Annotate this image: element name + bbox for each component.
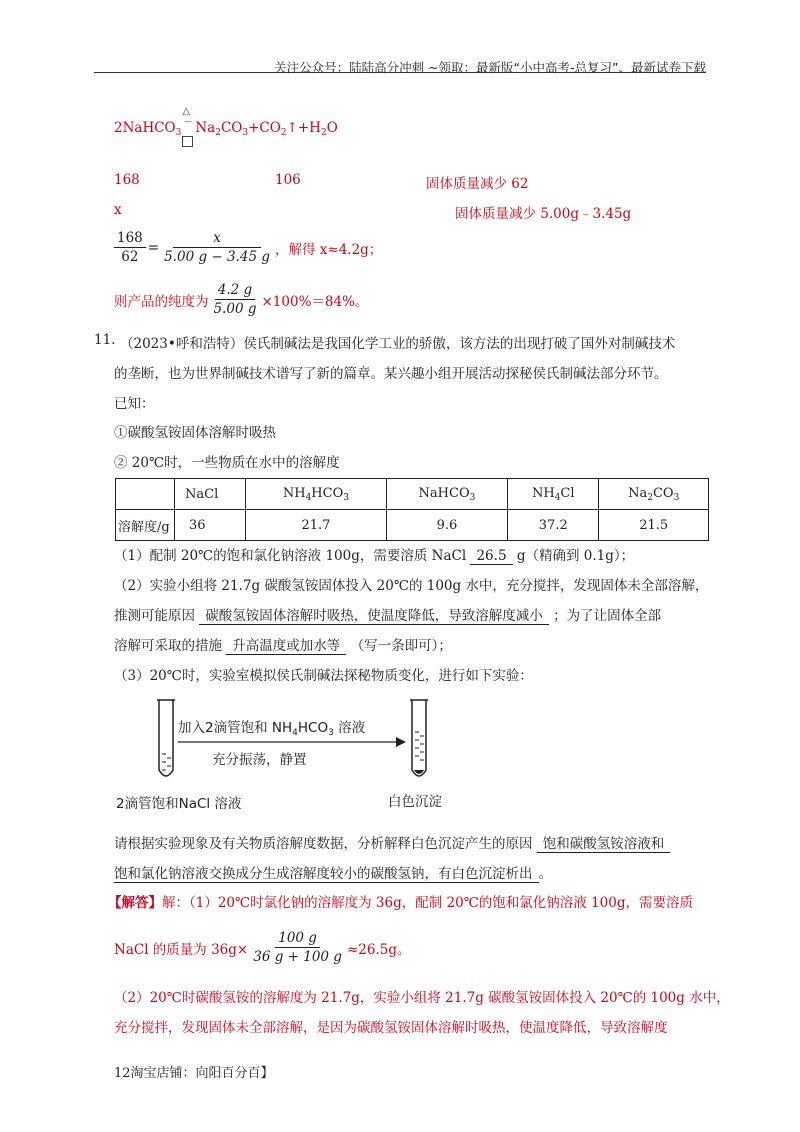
chemical-equation: 2NaHCO$_3$ △ ‾ $Na_2CO_3+CO_2↑+H_2O$ [114, 120, 338, 138]
left-test-tube [157, 700, 175, 776]
header-divider [94, 72, 706, 73]
known-label: 已知： [114, 396, 155, 412]
solubility-table [115, 478, 709, 541]
page-footer: 12淘宝店铺：向阳百分百】 [114, 1066, 274, 1081]
answer-line-4: 充分搅拌，发现固体未全部溶解，是因为碳酸氢铵固体溶解时吸热，使温度降低，导致溶解度 [114, 1020, 668, 1036]
table-header-cell: $NH_4Cl$ [508, 479, 599, 510]
mass-168: 168 [114, 172, 140, 188]
mass-106: 106 [275, 172, 301, 188]
table-header-cell: $NH_4HCO_3$ [246, 479, 387, 510]
table-row [116, 510, 709, 541]
answer-tag: 【解答】 [108, 895, 162, 911]
table-cell: 37.2 [508, 510, 599, 541]
part-1: （1）配制 20℃的饱和氯化钠溶液 100g，需要溶质 NaCl 26.5 g（精确到 0.1g）； [114, 548, 635, 564]
answer-line-1: 【解答】解：（1）20℃时氯化钠的溶解度为 36g，配制 20℃的饱和氯化钠溶液 100g，需要溶质 [108, 895, 694, 911]
white-precipitate [414, 770, 424, 774]
table-cell: 9.6 [386, 510, 507, 541]
arrow-label-bottom: 充分振荡，静置 [212, 752, 307, 768]
heat-symbol: △ [182, 106, 191, 117]
table-header-cell [116, 479, 175, 510]
arrow-label-top: 加入2滴管饱和 $NH_4HCO_3$ 溶液 [178, 720, 366, 738]
answer-line-2: NaCl 的质量为 36g× $\frac{100 g}{36 g + 100 g}$ ≈26.5g。 [114, 930, 411, 965]
reaction-arrow [178, 737, 406, 747]
question-line-2: 的垄断，也为世界制碱技术谱写了新的篇章。某兴趣小组开展活动探秘侯氏制碱法部分环节。 [114, 366, 668, 382]
question-line-1: （2023•呼和浩特）侯氏制碱法是我国化学工业的骄傲，该方法的出现打破了国外对制碱技术 [120, 336, 676, 352]
question-number: 11. [94, 332, 116, 348]
part-2-line-3: 溶解可采取的措施 升高温度或加水等 （写一条即可）； [114, 634, 452, 655]
mass-x: x [114, 202, 122, 218]
fact-1: ①碳酸氢铵固体溶解时吸热 [114, 425, 276, 441]
right-tube-caption: 白色沉淀 [388, 794, 442, 810]
part-2-line-2: 推测可能原因 碳酸氢铵固体溶解时吸热，使温度降低，导致溶解度减小 ；为了让固体全部 [114, 604, 661, 625]
right-test-tube [410, 700, 428, 776]
mass-decrease-actual: 固体质量减少 5.00g﹣3.45g [455, 206, 632, 222]
part-3: （3）20℃时，实验室模拟侯氏制碱法探秘物质变化，进行如下实验： [114, 668, 533, 684]
answer-blank-1[interactable]: 26.5 [470, 548, 512, 565]
table-row-label: 溶解度/g [116, 510, 175, 541]
table-cell: 21.5 [599, 510, 709, 541]
table-cell: 36 [175, 510, 246, 541]
purity-line: 则产品的纯度为 $\frac{4.2 g}{5.00 g}$ ×100%＝84%。 [114, 282, 369, 317]
answer-blank-2[interactable]: 碳酸氢铵固体溶解时吸热，使温度降低，导致溶解度减小 [199, 604, 549, 625]
analysis-line-2: 饱和氯化钠溶液交换成分生成溶解度较小的碳酸氢钠，有白色沉淀析出 。 [114, 862, 552, 883]
table-header-cell: NaCl [175, 479, 246, 510]
table-header-cell: $Na_2CO_3$ [599, 479, 709, 510]
table-header-row [116, 479, 709, 510]
mass-decrease-62: 固体质量减少 62 [426, 176, 529, 192]
left-tube-caption: 2滴管饱和NaCl 溶液 [116, 796, 242, 812]
part-2-line-1: （2）实验小组将 21.7g 碳酸氢铵固体投入 20℃的 100g 水中，充分搅拌，发现固体未全部溶解， [114, 578, 709, 594]
fact-2: ② 20℃时，一些物质在水中的溶解度 [114, 455, 340, 471]
answer-line-3: （2）20℃时碳酸氢铵的溶解度为 21.7g，实验小组将 21.7g 碳酸氢铵固体投入 20℃的 100g 水中， [114, 990, 730, 1006]
answer-blank-3[interactable]: 升高温度或加水等 [226, 634, 346, 655]
analysis-line-1: 请根据实验现象及有关物质溶解度数据，分析解释白色沉淀产生的原因 饱和碳酸氢铵溶液和 [114, 832, 670, 853]
table-header-cell: NaHCO$_3$ [386, 479, 507, 510]
page-header: 关注公众号：陆陆高分冲刺 ~领取：最新版“小中高考-总复习”、最新试卷下载 [274, 60, 706, 75]
reaction-box [182, 136, 193, 147]
experiment-diagram [114, 694, 474, 790]
table-cell: 21.7 [246, 510, 387, 541]
answer-blank-4[interactable]: 饱和碳酸氢铵溶液和 [537, 832, 671, 853]
ratio-equation: $\frac{168}{62}$ = $\frac{x}{5.00 g - 3.45 g}$ ，解得 x≈4.2g； [112, 230, 382, 265]
answer-blank-4-cont[interactable]: 饱和氯化钠溶液交换成分生成溶解度较小的碳酸氢钠，有白色沉淀析出 [114, 862, 539, 883]
